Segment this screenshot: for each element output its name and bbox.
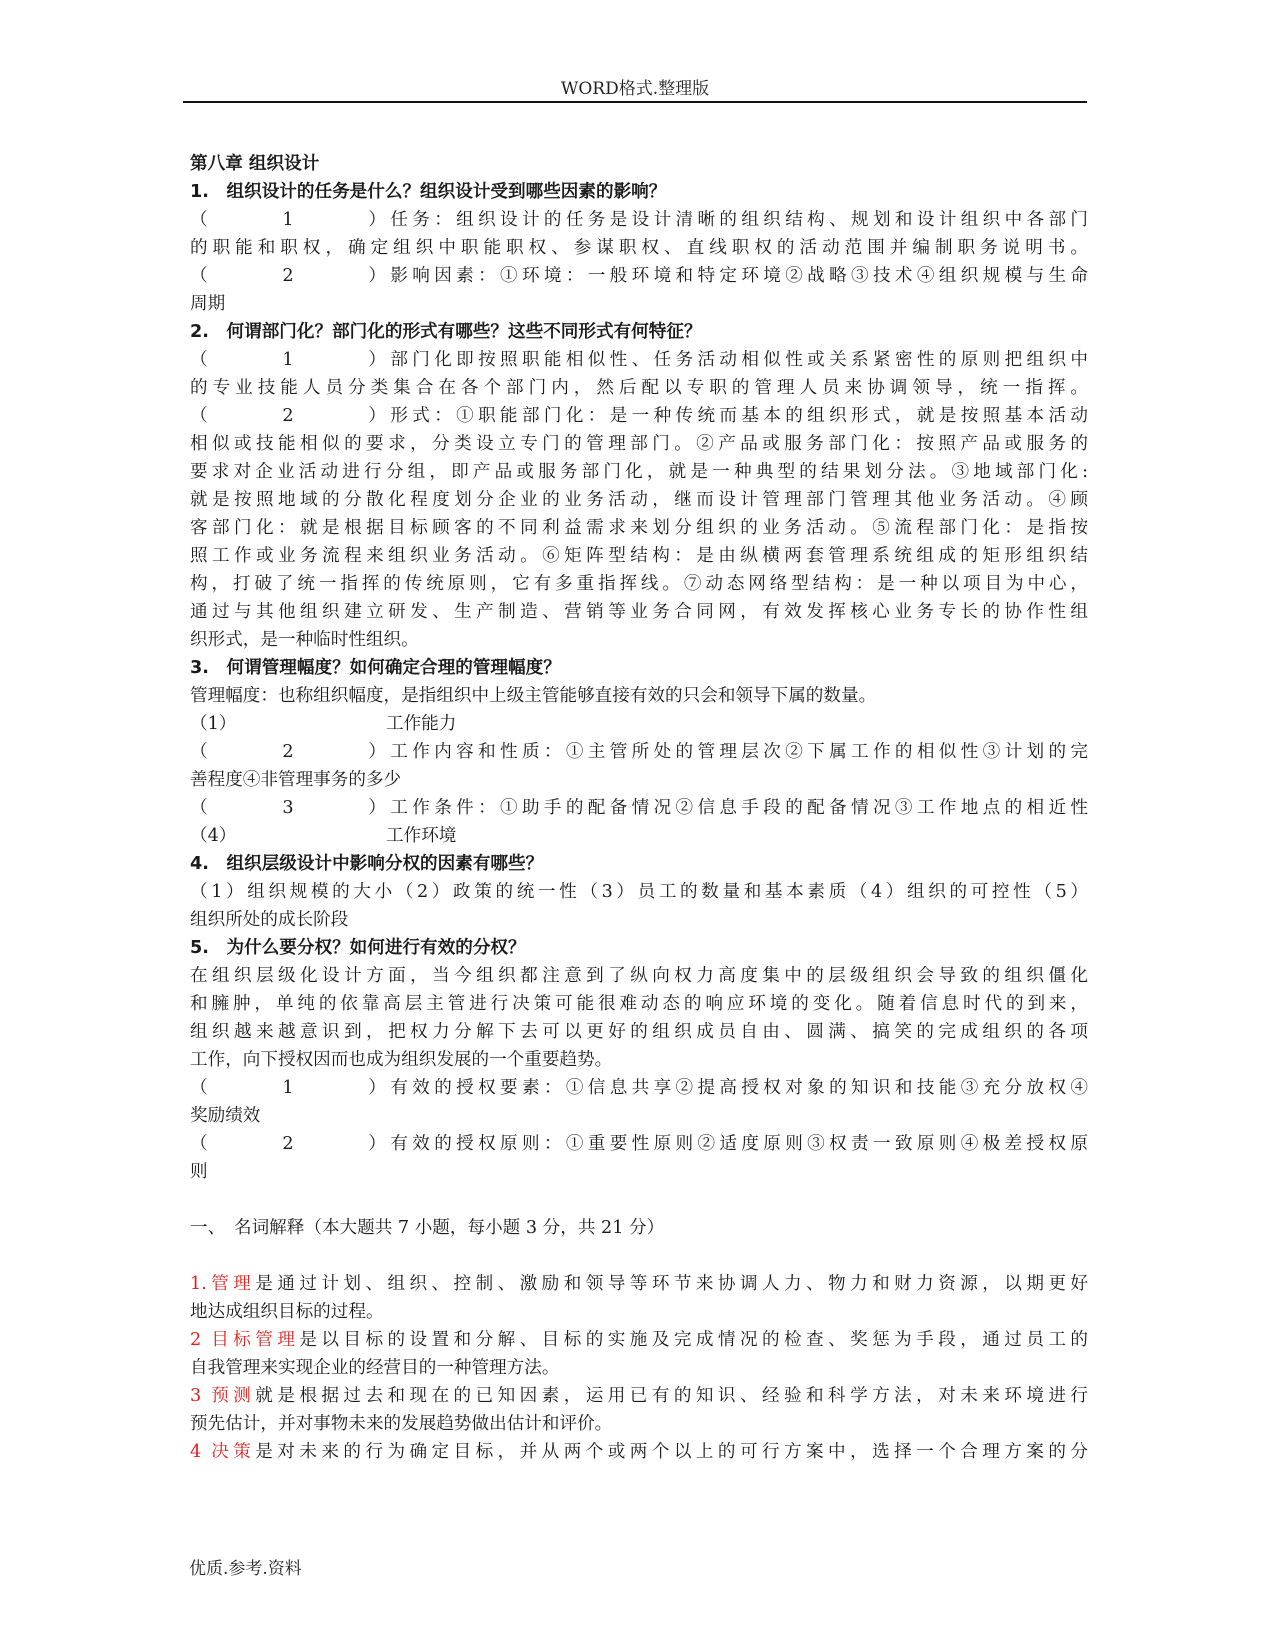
spacer <box>190 1186 1088 1214</box>
q5-answer-1 <box>190 1074 1088 1102</box>
q5-answer-2 <box>190 1130 1088 1158</box>
q2-answer-2-cont: 通过与其他组织建立研发、生产制造、营销等业务合同网，有效发挥核心业务专长的协作性组 <box>190 602 1088 622</box>
q1-answer-1-text: 任务：组织设计的任务是设计清晰的组织结构、规划和设计组织中各部门 <box>386 210 1088 230</box>
item-number: （3） <box>190 798 386 818</box>
spacer <box>190 1242 1088 1270</box>
q3-answer-2-text: 工作内容和性质：①主管所处的管理层次②下属工作的相似性③计划的完 <box>386 742 1088 762</box>
term-name: 目标管理 <box>211 1330 300 1350</box>
q5-answer-2-text: 有效的授权原则：①重要性原则②适度原则③权责一致原则④极差授权原 <box>386 1134 1088 1154</box>
item-number: （2） <box>190 406 386 426</box>
q5-answer-1-text: 有效的授权要素：①信息共享②提高授权对象的知识和技能③充分放权④ <box>386 1078 1088 1098</box>
q5-paragraph: 和臃肿，单纯的依靠高层主管进行决策可能很难动态的响应环境的变化。随着信息时代的到来， <box>190 994 1088 1014</box>
term-definition: 是通过计划、组织、控制、激励和领导等环节来协调人力、物力和财力资源，以期更好 <box>255 1274 1088 1294</box>
q5-answer-1-cont: 奖励绩效 <box>190 1106 261 1126</box>
q4-answer: （1）组织规模的大小（2）政策的统一性（3）员工的数量和基本素质（4）组织的可控性（5） <box>190 882 1088 902</box>
term-name: 管理 <box>206 1274 256 1294</box>
page-header: WORD格式.整理版 <box>560 79 710 99</box>
term-number: 4 <box>190 1442 212 1462</box>
term-definition: 就是根据过去和现在的已知因素，运用已有的知识、经验和科学方法，对未来环境进行 <box>255 1386 1088 1406</box>
q3-answer-4-text: 工作环境 <box>386 826 457 846</box>
question-1-title: 1. 组织设计的任务是什么？组织设计受到哪些因素的影响？ <box>190 182 667 202</box>
question-5-title: 5. 为什么要分权？如何进行有效的分权？ <box>190 938 526 958</box>
term-name: 决策 <box>211 1442 256 1462</box>
item-number: （2） <box>190 742 386 762</box>
q2-answer-2-cont: 就是按照地域的分散化程度划分企业的业务活动，继而设计管理部门管理其他业务活动。④顾 <box>190 490 1088 510</box>
header-rule <box>183 101 1087 103</box>
item-number: （4） <box>190 826 237 846</box>
q1-answer-1 <box>190 206 1088 234</box>
q1-answer-2-text: 影响因素：①环境：一般环境和特定环境②战略③技术④组织规模与生命 <box>386 266 1088 286</box>
document-body <box>190 150 1088 1466</box>
q2-answer-2-text: 形式：①职能部门化：是一种传统而基本的组织形式，就是按照基本活动 <box>386 406 1088 426</box>
term-number: 2 <box>190 1330 212 1350</box>
term-number: 1. <box>190 1274 207 1294</box>
q2-answer-2-cont: 要求对企业活动进行分组，即产品或服务部门化，就是一种典型的结果划分法。③地域部门化: <box>190 462 1088 482</box>
q3-answer-1 <box>190 710 1088 738</box>
page-footer: 优质.参考.资料 <box>189 1559 302 1579</box>
term-3-cont: 预先估计，并对事物未来的发展趋势做出估计和评价。 <box>190 1414 613 1434</box>
q1-answer-2 <box>190 262 1088 290</box>
q5-paragraph: 在组织层级化设计方面，当今组织都注意到了纵向权力高度集中的层级组织会导致的组织僵化 <box>190 966 1088 986</box>
question-3-title: 3. 何谓管理幅度？如何确定合理的管理幅度？ <box>190 658 561 678</box>
q2-answer-2-cont: 织形式，是一种临时性组织。 <box>190 630 419 650</box>
item-number: （1） <box>190 350 386 370</box>
q3-answer-4 <box>190 822 1088 850</box>
q5-answer-2-cont: 则 <box>190 1162 208 1182</box>
q5-paragraph: 组织越来越意识到，把权力分解下去可以更好的组织成员自由、圆满、搞笑的完成组织的各项 <box>190 1022 1088 1042</box>
q2-answer-1-text: 部门化即按照职能相似性、任务活动相似性或关系紧密性的原则把组织中 <box>386 350 1088 370</box>
term-definition: 是以目标的设置和分解、目标的实施及完成情况的检查、奖惩为手段，通过员工的 <box>299 1330 1088 1350</box>
term-definition: 是对未来的行为确定目标，并从两个或两个以上的可行方案中，选择一个合理方案的分 <box>255 1442 1088 1462</box>
q2-answer-1 <box>190 346 1088 374</box>
term-3 <box>190 1382 1088 1410</box>
q2-answer-2-cont: 客部门化：就是根据目标顾客的不同利益需求来划分组织的业务活动。⑤流程部门化：是指按 <box>190 518 1088 538</box>
term-name: 预测 <box>211 1386 256 1406</box>
question-4-title: 4. 组织层级设计中影响分权的因素有哪些？ <box>190 854 544 874</box>
q4-answer-cont: 组织所处的成长阶段 <box>190 910 349 930</box>
term-4 <box>190 1438 1088 1466</box>
q3-answer-2 <box>190 738 1088 766</box>
q3-answer-3-text: 工作条件：①助手的配备情况②信息手段的配备情况③工作地点的相近性 <box>386 798 1088 818</box>
q3-answer-3 <box>190 794 1088 822</box>
item-number: （1） <box>190 1078 386 1098</box>
q2-answer-2 <box>190 402 1088 430</box>
q2-answer-2-cont: 构，打破了统一指挥的传统原则，它有多重指挥线。⑦动态网络型结构：是一种以项目为中心， <box>190 574 1088 594</box>
q2-answer-2-cont: 照工作或业务流程来组织业务活动。⑥矩阵型结构：是由纵横两套管理系统组成的矩形组织结 <box>190 546 1088 566</box>
q1-answer-2-cont: 周期 <box>190 294 226 314</box>
term-number: 3 <box>190 1386 212 1406</box>
q2-answer-1-cont: 的专业技能人员分类集合在各个部门内，然后配以专职的管理人员来协调领导，统一指挥。 <box>190 378 1088 398</box>
chapter-title: 第八章 组织设计 <box>190 154 320 174</box>
term-1-cont: 地达成组织目标的过程。 <box>190 1302 384 1322</box>
item-number: （2） <box>190 266 386 286</box>
section-title: 一、 名词解释（本大题共 7 小题，每小题 3 分，共 21 分） <box>190 1218 665 1238</box>
question-2-title: 2. 何谓部门化？部门化的形式有哪些？这些不同形式有何特征？ <box>190 322 702 342</box>
term-2-cont: 自我管理来实现企业的经营目的一种管理方法。 <box>190 1358 560 1378</box>
item-number: （1） <box>190 714 237 734</box>
q3-answer-1-text: 工作能力 <box>386 714 457 734</box>
q2-answer-2-cont: 相似或技能相似的要求，分类设立专门的管理部门。②产品或服务部门化：按照产品或服务的 <box>190 434 1088 454</box>
item-number: （1） <box>190 210 386 230</box>
term-2 <box>190 1326 1088 1354</box>
q5-paragraph: 工作，向下授权因而也成为组织发展的一个重要趋势。 <box>190 1050 613 1070</box>
q3-definition: 管理幅度：也称组织幅度，是指组织中上级主管能够直接有效的只会和领导下属的数量。 <box>190 686 877 706</box>
term-1 <box>190 1270 1088 1298</box>
q3-answer-2-cont: 善程度④非管理事务的多少 <box>190 770 402 790</box>
q1-answer-1-cont: 的职能和职权，确定组织中职能职权、参谋职权、直线职权的活动范围并编制职务说明书。 <box>190 238 1088 258</box>
item-number: （2） <box>190 1134 386 1154</box>
